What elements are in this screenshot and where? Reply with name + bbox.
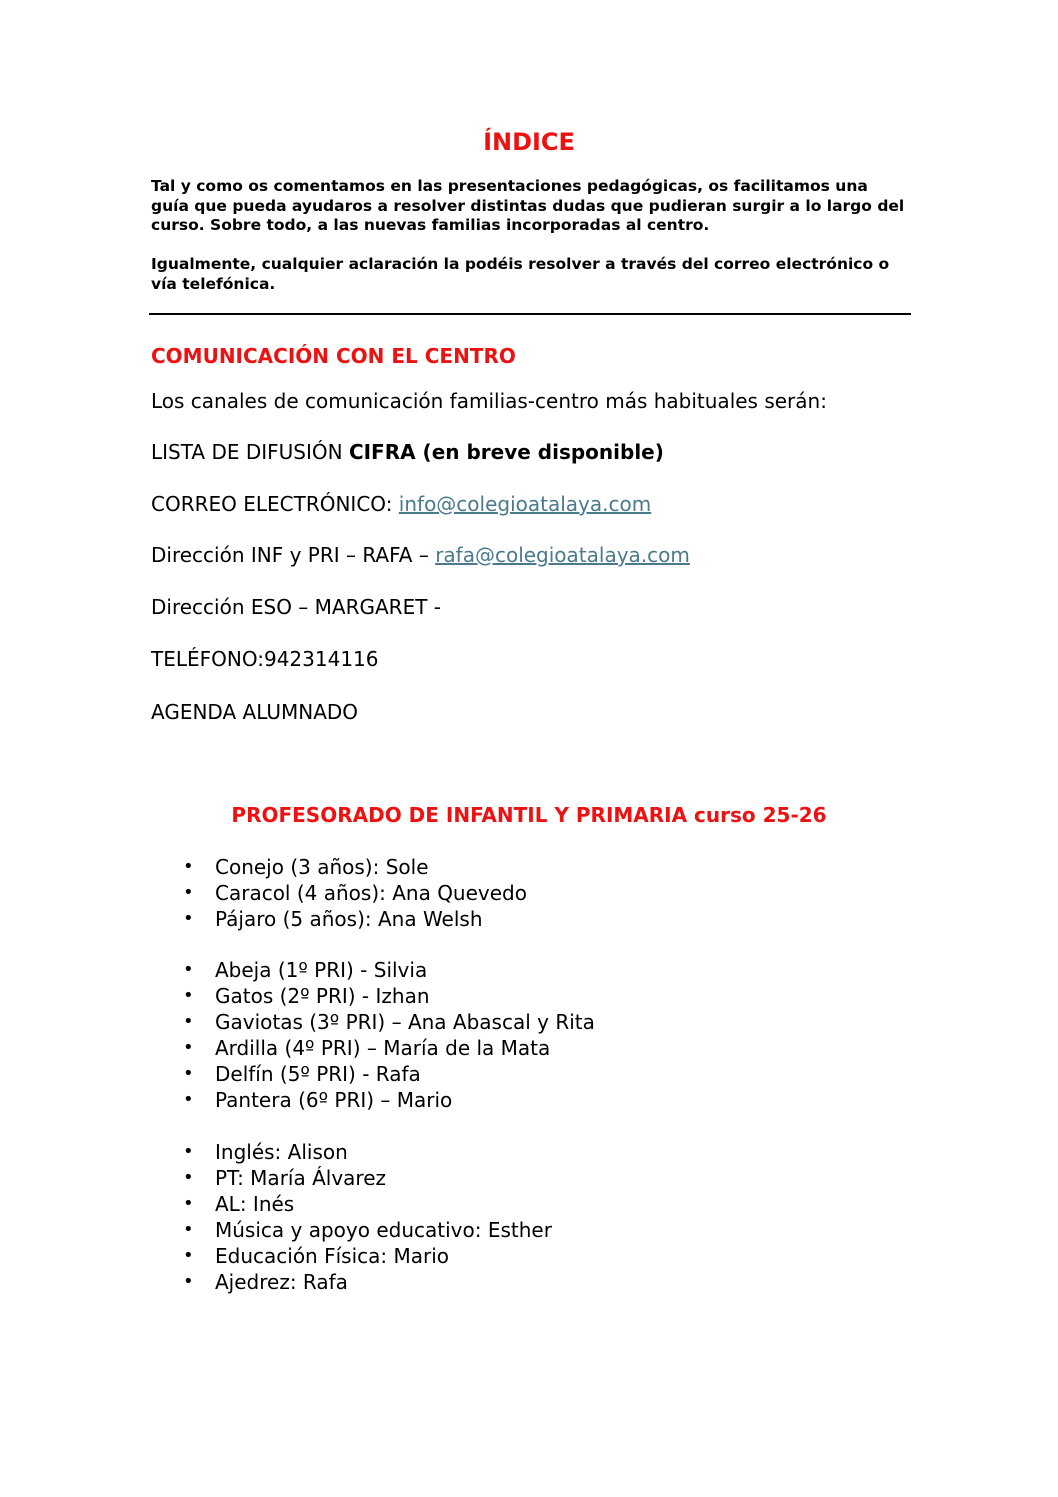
broadcast-label: LISTA DE DIFUSIÓN (151, 440, 349, 464)
bullet-icon: • (183, 1193, 194, 1214)
list-item: • Gaviotas (3º PRI) – Ana Abascal y Rita (183, 1010, 595, 1034)
broadcast-name: CIFRA (en breve disponible) (348, 440, 664, 464)
direction-inf-email-link[interactable]: rafa@colegioatalaya.com (435, 543, 690, 567)
direction-inf-line (151, 542, 690, 568)
bullet-icon: • (183, 856, 194, 877)
list-item: • Gatos (2º PRI) - Izhan (183, 984, 430, 1008)
bullet-icon: • (183, 985, 194, 1006)
communication-lead: Los canales de comunicación familias-centro más habituales serán: (151, 389, 827, 413)
bullet-icon: • (183, 1245, 194, 1266)
broadcast-list-line (151, 439, 664, 465)
intro-paragraph: Tal y como os comentamos en las presentaciones pedagógicas, os facilitamos una guía que pueda ayudaros a resolver distintas dudas que pudieran surgir a lo largo del curso. Sobre todo, a las nuevas familias incorporadas al centro. (151, 177, 905, 234)
bullet-icon: • (183, 1141, 194, 1162)
list-item: • Abeja (1º PRI) - Silvia (183, 958, 428, 982)
list-item: • PT: María Álvarez (183, 1166, 386, 1190)
bullet-icon: • (183, 908, 194, 929)
list-item: • Conejo (3 años): Sole (183, 855, 429, 879)
list-item: • Ajedrez: Rafa (183, 1270, 348, 1294)
primaria-teacher-list (180, 957, 595, 1113)
list-item: • Pájaro (5 años): Ana Welsh (183, 907, 483, 931)
bullet-icon: • (183, 1037, 194, 1058)
list-item: • Educación Física: Mario (183, 1244, 449, 1268)
bullet-icon: • (183, 1089, 194, 1110)
list-item: • Delfín (5º PRI) - Rafa (183, 1062, 421, 1086)
bullet-icon: • (183, 959, 194, 980)
list-item: • Caracol (4 años): Ana Quevedo (183, 881, 527, 905)
section-heading-teachers: PROFESORADO DE INFANTIL Y PRIMARIA curso 25-26 (231, 803, 827, 827)
page-title: ÍNDICE (483, 128, 575, 156)
bullet-icon: • (183, 1167, 194, 1188)
agenda-line: AGENDA ALUMNADO (151, 700, 359, 724)
intro-paragraph-contact: Igualmente, cualquier aclaración la podéis resolver a través del correo electrónico o vía telefónica. (151, 255, 890, 293)
phone-line: TELÉFONO:942314116 (151, 647, 379, 671)
list-item: • Inglés: Alison (183, 1140, 348, 1164)
specialist-teacher-list (180, 1139, 552, 1295)
email-label: CORREO ELECTRÓNICO: (151, 492, 399, 516)
bullet-icon: • (183, 1271, 194, 1292)
divider (149, 313, 911, 315)
list-item: • AL: Inés (183, 1192, 295, 1216)
bullet-icon: • (183, 1011, 194, 1032)
section-heading-communication: COMUNICACIÓN CON EL CENTRO (151, 344, 516, 368)
bullet-icon: • (183, 1063, 194, 1084)
direction-inf-label: Dirección INF y PRI – RAFA – (151, 543, 436, 567)
list-item: • Pantera (6º PRI) – Mario (183, 1088, 453, 1112)
list-item: • Ardilla (4º PRI) – María de la Mata (183, 1036, 551, 1060)
bullet-icon: • (183, 882, 194, 903)
direction-eso-line: Dirección ESO – MARGARET - (151, 595, 441, 619)
list-item: • Música y apoyo educativo: Esther (183, 1218, 552, 1242)
bullet-icon: • (183, 1219, 194, 1240)
email-link[interactable]: info@colegioatalaya.com (398, 492, 652, 516)
email-line (151, 491, 651, 517)
infantil-teacher-list (180, 854, 527, 932)
